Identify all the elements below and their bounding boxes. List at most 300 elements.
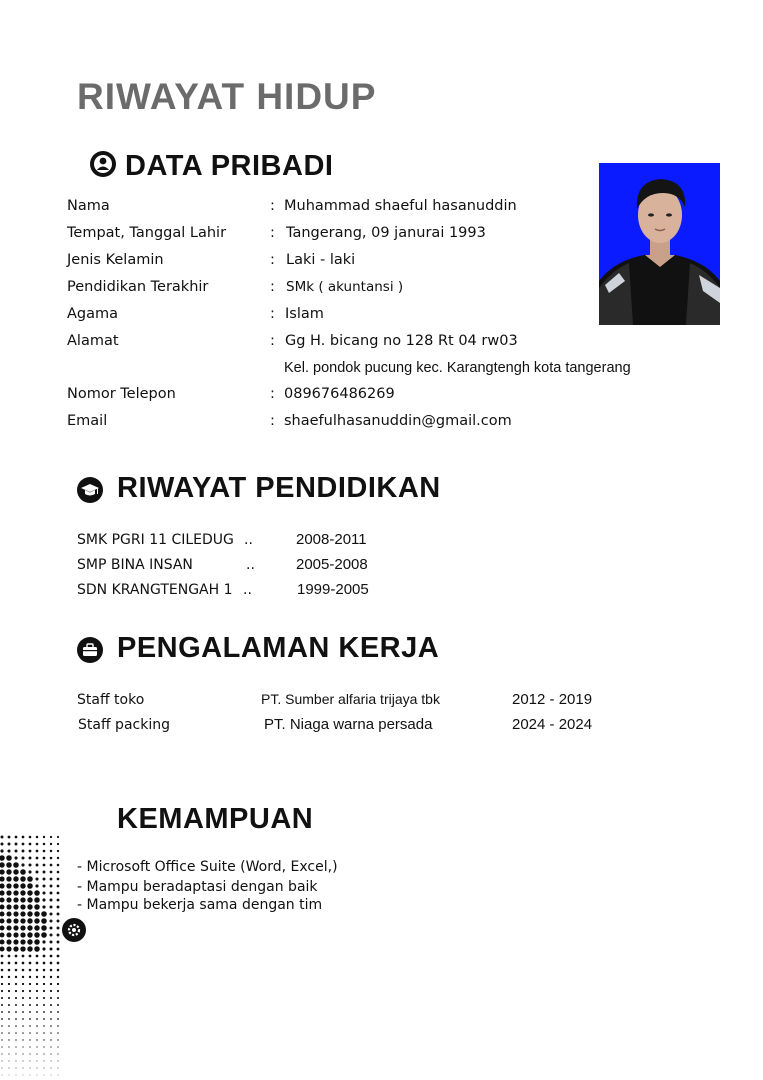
decorative-dot [43,1011,45,1013]
decorative-dot [20,918,25,923]
decorative-dot [57,1011,59,1013]
decorative-dot [22,990,24,992]
decorative-dot [43,990,45,992]
decorative-dot [50,1039,51,1040]
briefcase-icon [77,637,103,663]
decorative-dot [6,897,11,902]
field-label-telepon: Nomor Telepon [67,386,176,402]
decorative-dot [13,925,18,930]
decorative-dot [0,890,5,895]
education-dots: .. [243,582,252,598]
decorative-dot [57,990,59,992]
work-role: Staff packing [78,717,170,733]
decorative-dot [6,925,11,930]
decorative-dot [34,925,39,930]
decorative-dot [57,934,60,937]
decorative-dot [43,864,46,867]
decorative-dot [20,911,25,916]
decorative-dot [57,969,60,972]
decorative-dot [50,864,53,867]
decorative-dot [49,905,52,908]
decorative-dot [36,962,39,965]
decorative-dot [41,911,47,917]
decorative-dot [36,969,39,972]
field-sep: : [270,306,275,322]
decorative-dot [30,1068,31,1069]
decorative-dot [8,983,10,985]
decorative-dot [36,1053,37,1054]
decorative-dot [22,843,25,846]
decorative-dot [8,843,11,846]
decorative-dot [43,871,46,874]
decorative-dot [13,946,18,951]
decorative-dot [57,962,60,965]
decorative-dot [0,926,5,931]
decorative-dot [57,864,60,867]
decorative-dot [36,1004,38,1006]
decorative-dot [22,969,25,972]
decorative-dot [50,962,53,965]
decorative-dot [50,892,53,895]
decorative-dot [6,904,11,909]
field-label-alamat: Alamat [67,333,119,349]
field-value-agama: Islam [285,306,324,322]
decorative-dot [22,1046,23,1047]
decorative-dot [13,890,18,895]
decorative-dot [22,1011,24,1013]
decorative-dot [29,1011,31,1013]
education-years: 2005-2008 [296,556,368,573]
decorative-dot [22,962,25,965]
decorative-dot [43,1018,45,1020]
decorative-dot [15,1011,17,1013]
decorative-dot [57,850,59,852]
decorative-dot [57,983,59,985]
education-dots: .. [244,532,253,548]
decorative-dot [1,1004,3,1006]
graduation-cap-icon [77,477,103,503]
decorative-dot [0,933,5,938]
decorative-dot [57,948,60,951]
decorative-dot [8,836,11,839]
decorative-dot [37,1075,38,1076]
decorative-dot [43,1060,44,1061]
decorative-dot [51,1068,52,1069]
decorative-dot [20,890,25,895]
decorative-dot [34,911,40,917]
decorative-dot [29,843,32,846]
decorative-dot [43,843,46,846]
decorative-dot [14,856,17,859]
decorative-dot [20,876,26,882]
decorative-dot [8,1039,9,1040]
education-school: SDN KRANGTENGAH 1 [77,582,233,598]
decorative-dot [1,962,4,965]
education-school: SMP BINA INSAN [77,557,193,573]
decorative-dot [15,962,18,965]
field-value-jenis-kelamin: Laki - laki [286,252,356,268]
field-value-pendidikan: SMk ( akuntansi ) [286,279,404,295]
decorative-dot [13,876,18,881]
decorative-dot [8,997,10,999]
decorative-dot [42,905,45,908]
work-period: 2024 - 2024 [512,716,593,733]
decorative-dot [43,976,45,978]
decorative-dot [27,939,32,944]
education-dots: .. [246,557,255,573]
decorative-dot [2,1075,3,1076]
decorative-dot [42,947,45,950]
decorative-dot [6,862,12,868]
decorative-dot [29,1053,30,1054]
decorative-dot [27,876,33,882]
decorative-dot [44,1075,45,1076]
decorative-dot [0,946,5,951]
decorative-dot [57,836,59,838]
decorative-dot [37,1068,38,1069]
decorative-dot [27,890,32,895]
decorative-dot [57,871,60,874]
decorative-dot [57,1053,58,1054]
decorative-dot [6,876,11,881]
decorative-dot [36,1032,38,1034]
decorative-dot [57,1025,59,1027]
decorative-dot [57,1032,59,1034]
decorative-dot [57,1060,58,1061]
field-sep: : [270,333,275,349]
decorative-dot [50,871,53,874]
decorative-dot [36,990,38,992]
decorative-dot [20,946,25,951]
decorative-dot [1,976,3,978]
decorative-dot [15,1060,16,1061]
profile-photo [599,163,720,325]
field-sep: : [270,413,275,429]
decorative-dot [50,1018,52,1020]
decorative-dot [29,969,32,972]
field-sep: : [270,225,275,241]
field-label-jenis-kelamin: Jenis Kelamin [67,252,164,268]
decorative-dot [13,939,18,944]
field-value-email: shaefulhasanuddin@gmail.com [284,413,512,429]
page-title: RIWAYAT HIDUP [77,76,377,117]
decorative-dot [43,1039,44,1040]
decorative-dot [1,1018,3,1020]
decorative-dot [50,969,53,972]
decorative-dot [50,1046,51,1047]
decorative-dot [50,843,52,845]
decorative-dot [29,1018,31,1020]
decorative-dot [36,1039,37,1040]
decorative-dot [15,1032,17,1034]
decorative-dot [0,904,5,909]
decorative-dot [57,997,59,999]
person-circle-icon [90,151,116,177]
decorative-dot [42,884,45,887]
decorative-dot [1,1053,2,1054]
decorative-dot [14,849,17,852]
decorative-dot [22,850,25,853]
decorative-dot [6,890,11,895]
decorative-dot [36,955,39,958]
decorative-dot [8,1018,10,1020]
decorative-dot [13,911,18,916]
decorative-dot [1,990,3,992]
decorative-dot [50,1004,52,1006]
decorative-dot [6,869,11,874]
decorative-dot [6,911,11,916]
decorative-dot [15,843,18,846]
decorative-dot [6,946,11,951]
decorative-dot [50,1032,52,1034]
decorative-dot [43,962,46,965]
decorative-dot [23,1075,24,1076]
decorative-dot [34,946,40,952]
decorative-dot [27,911,32,916]
decorative-dot [50,1053,51,1054]
decorative-dot [8,969,11,972]
decorative-dot [36,997,38,999]
decorative-dot [29,1060,30,1061]
decorative-dot [8,1046,9,1047]
decorative-dot [58,1075,59,1076]
decorative-dot [41,918,47,924]
decorative-dot [22,1025,24,1027]
decorative-dot [36,983,38,985]
decorative-dot [1,1060,2,1061]
decorative-dot [29,990,31,992]
decorative-dot [20,932,25,937]
decorative-dot [50,983,52,985]
section-title-pengalaman: PENGALAMAN KERJA [117,632,440,664]
decorative-dot [1,1025,3,1027]
decorative-dot [43,1004,45,1006]
decorative-dot [50,878,53,881]
decorative-dot [43,836,45,838]
decorative-dot [57,878,60,881]
decorative-dot [8,962,11,965]
decorative-dot [22,1053,23,1054]
decorative-dot [20,925,25,930]
decorative-dot [15,1004,17,1006]
decorative-dot [36,1011,38,1013]
decorative-dot [22,976,24,978]
decorative-dot [29,962,32,965]
decorative-dot [13,932,18,937]
decorative-dot [20,897,25,902]
decorative-dot [27,918,32,923]
decorative-dot [15,1053,16,1054]
field-label-nama: Nama [67,198,110,214]
decorative-dot [22,1039,23,1040]
decorative-dot [1,997,3,999]
decorative-dot [0,883,5,888]
decorative-dot [2,1068,3,1069]
decorative-dot [36,1046,37,1047]
decorative-dot [8,1004,10,1006]
section-title-data-pribadi: DATA PRIBADI [125,150,334,182]
decorative-dot [43,983,45,985]
decorative-dot [43,969,46,972]
decorative-dot [22,1032,24,1034]
decorative-dot [27,925,32,930]
decorative-dot [8,1011,10,1013]
decorative-dot [43,997,45,999]
decorative-dot [20,939,25,944]
decorative-dot [0,849,3,852]
decorative-dot [15,976,17,978]
decorative-dot [6,918,11,923]
decorative-dot [16,1068,17,1069]
decorative-dot [0,869,5,874]
decorative-dot [57,920,60,923]
education-years: 2008-2011 [296,531,367,548]
decorative-dot [29,1004,31,1006]
decorative-dot [58,1068,59,1069]
decorative-dot [0,842,3,845]
decorative-dot [27,897,32,902]
decorative-dot [42,891,45,894]
decorative-dot [8,976,10,978]
decorative-dot [29,997,31,999]
decorative-dot [1,1032,3,1034]
decorative-dot [34,939,40,945]
decorative-dot [34,904,40,910]
decorative-dot [43,1046,44,1047]
decorative-dot [34,890,40,896]
decorative-dot [13,904,18,909]
decorative-dot [6,855,12,861]
section-title-pendidikan: RIWAYAT PENDIDIKAN [117,472,441,504]
decorative-dot [35,884,38,887]
decorative-dot [49,933,52,936]
decorative-dot [57,899,60,902]
decorative-dot [8,1060,9,1061]
field-sep: : [270,252,275,268]
section-title-kemampuan: KEMAMPUAN [117,803,314,835]
decorative-dot [15,969,18,972]
decorative-dot [34,897,40,903]
decorative-dot [21,863,24,866]
decorative-dot [15,1018,17,1020]
decorative-dot [1,1011,3,1013]
decorative-dot [36,864,39,867]
decorative-dot [57,1046,58,1047]
decorative-dot [7,849,10,852]
decorative-dot [41,932,47,938]
decorative-dot [35,870,38,873]
decorative-dot [36,850,39,853]
decorative-dot [8,990,10,992]
decorative-dot [43,1025,45,1027]
decorative-dot [29,850,32,853]
decorative-dot [29,1046,30,1047]
decorative-dot [50,990,52,992]
decorative-dot [36,1018,38,1020]
decorative-dot [29,1032,31,1034]
decorative-dot [51,1075,52,1076]
decorative-dot [50,948,53,951]
decorative-dot [15,990,17,992]
decorative-dot [1,1039,2,1040]
field-value-telepon: 089676486269 [284,386,395,402]
work-company: PT. Sumber alfaria trijaya tbk [261,691,440,707]
decorative-dot [28,863,31,866]
decorative-dot [8,955,11,958]
decorative-dot [8,1053,9,1054]
decorative-dot [49,919,52,922]
decorative-dot [43,878,46,881]
decorative-dot [57,941,60,944]
decorative-dot [41,925,47,931]
decorative-dot [20,904,25,909]
decorative-dot [57,1039,58,1040]
decorative-dot [36,1060,37,1061]
decorative-dot [22,1018,24,1020]
decorative-dot [43,1053,44,1054]
decorative-dot [50,836,52,838]
decorative-dot [22,1060,23,1061]
decorative-dot [29,857,32,860]
decorative-dot [23,1068,24,1069]
decorative-dot [57,955,60,958]
decorative-dot [35,877,38,880]
decorative-dot [57,1004,59,1006]
decorative-dot [50,1060,51,1061]
decorative-dot [50,857,53,860]
decorative-dot [13,883,18,888]
decorative-dot [0,876,5,881]
decorative-dot [36,843,39,846]
decorative-dot [50,976,52,978]
decorative-dot [13,918,18,923]
decorative-dot [30,1075,31,1076]
decorative-dot [57,976,59,978]
decorative-dot [20,869,26,875]
decorative-dot [49,940,52,943]
field-label-ttl: Tempat, Tanggal Lahir [67,225,227,241]
decorative-dot [29,1025,31,1027]
field-value-nama: Muhammad shaeful hasanuddin [284,198,517,214]
decorative-dot [1,836,4,839]
decorative-dot [27,904,32,909]
decorative-dot [43,857,46,860]
decorative-dot [0,897,5,902]
decorative-dot [42,940,45,943]
decorative-dot [57,913,60,916]
decorative-dot [0,919,5,924]
decorative-dot [22,997,24,999]
field-value-ttl: Tangerang, 09 janurai 1993 [286,225,486,241]
decorative-dot [36,836,39,839]
decorative-dot [43,1032,45,1034]
decorative-dot [50,899,53,902]
decorative-dot [13,897,18,902]
field-value-alamat-line2: Kel. pondok pucung kec. Karangtengh kota tangerang [284,360,631,376]
decorative-dot [57,1018,59,1020]
work-period: 2012 - 2019 [512,691,593,708]
decorative-dot [27,946,32,951]
decorative-dot [50,997,52,999]
decorative-dot [15,836,18,839]
decorative-dot [50,850,52,852]
decorative-dot [13,869,18,874]
decorative-dot [0,939,5,944]
decorative-dot [43,955,46,958]
decorative-dot [29,983,31,985]
decorative-dot [49,926,52,929]
decorative-dot [22,1004,24,1006]
